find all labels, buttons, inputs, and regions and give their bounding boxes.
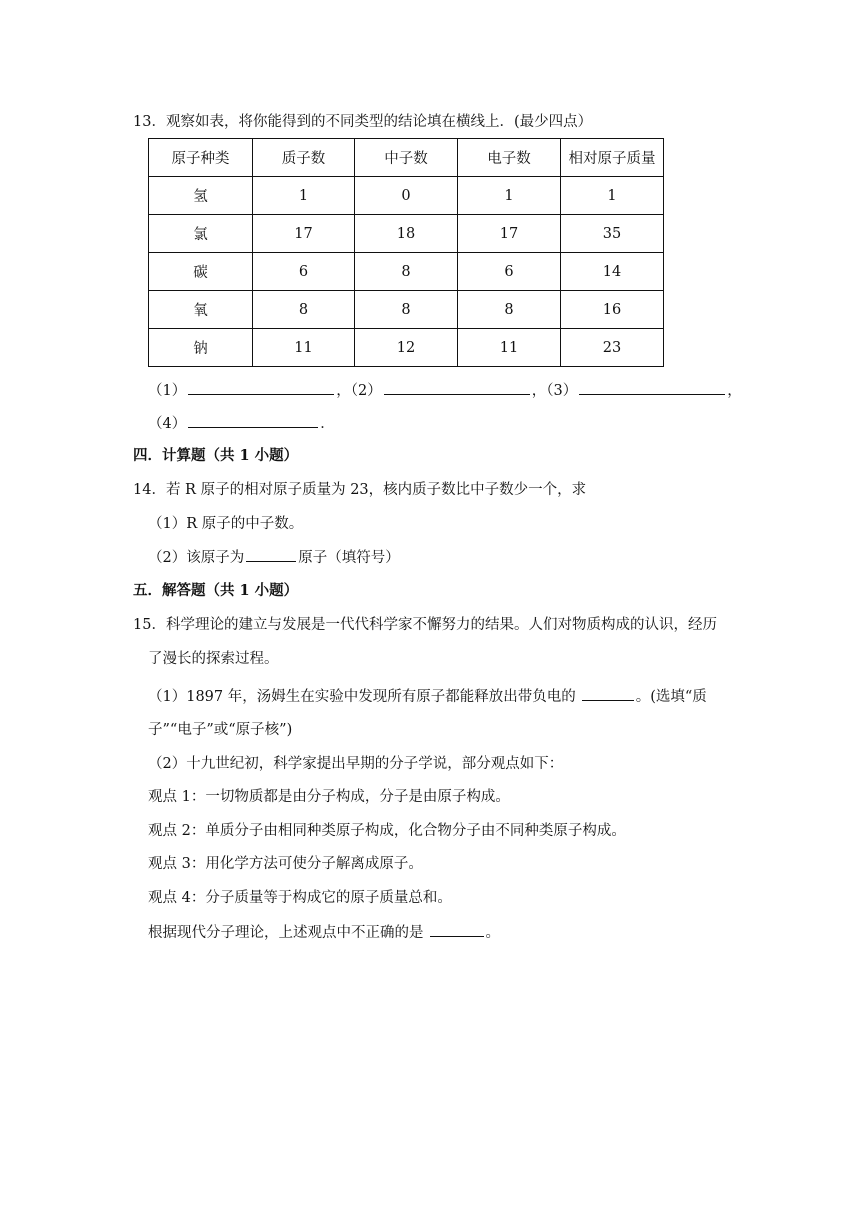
table-cell: 氧 bbox=[149, 291, 253, 329]
section-5-title: 五．解答题（共 1 小题） bbox=[133, 582, 299, 599]
q15-part-1-text-b: 。(选填“质 bbox=[635, 689, 707, 705]
table-cell: 1 bbox=[253, 177, 355, 215]
table-cell: 氯 bbox=[149, 215, 253, 253]
blank-label-4: （4） bbox=[148, 416, 187, 432]
answer-blank-2[interactable] bbox=[384, 380, 530, 395]
q15-final-text-b: 。 bbox=[485, 925, 500, 941]
viewpoint-2: 观点 2：单质分子由相同种类原子构成，化合物分子由不同种类原子构成。 bbox=[148, 823, 626, 839]
table-cell: 1 bbox=[561, 177, 664, 215]
table-cell: 12 bbox=[355, 329, 458, 367]
table-cell: 8 bbox=[253, 291, 355, 329]
table-row bbox=[149, 253, 664, 291]
q15-stem-line-1: 15．科学理论的建立与发展是一代代科学家不懈努力的结果。人们对物质构成的认识，经历 bbox=[133, 617, 717, 633]
viewpoint-3: 观点 3：用化学方法可使分子解离成原子。 bbox=[148, 856, 423, 872]
viewpoint-1: 观点 1：一切物质都是由分子构成，分子是由原子构成。 bbox=[148, 789, 510, 805]
section-4-title: 四．计算题（共 1 小题） bbox=[133, 447, 299, 464]
blank-label-3: ，（3） bbox=[531, 383, 578, 399]
table-cell: 0 bbox=[355, 177, 458, 215]
q14-part-2-text-a: （2）该原子为 bbox=[148, 550, 245, 566]
atom-table bbox=[148, 138, 664, 367]
q13-answer-line-1 bbox=[148, 380, 742, 401]
table-cell: 钠 bbox=[149, 329, 253, 367]
table-cell: 11 bbox=[253, 329, 355, 367]
blank-end-4: ． bbox=[320, 416, 335, 432]
table-row bbox=[149, 291, 664, 329]
table-cell: 17 bbox=[253, 215, 355, 253]
table-cell: 氢 bbox=[149, 177, 253, 215]
answer-blank-3[interactable] bbox=[579, 380, 725, 395]
answer-blank-incorrect-view[interactable] bbox=[430, 922, 484, 937]
table-cell: 1 bbox=[458, 177, 561, 215]
table-cell: 11 bbox=[458, 329, 561, 367]
header-cell: 相对原子质量 bbox=[561, 139, 664, 177]
q15-final-text-a: 根据现代分子理论，上述观点中不正确的是 bbox=[148, 925, 424, 941]
viewpoint-4: 观点 4：分子质量等于构成它的原子质量总和。 bbox=[148, 890, 452, 906]
table-cell: 16 bbox=[561, 291, 664, 329]
answer-blank-1[interactable] bbox=[188, 380, 334, 395]
q14-stem: 14．若 R 原子的相对原子质量为 23，核内质子数比中子数少一个，求 bbox=[133, 482, 587, 498]
q15-part-1-text-a: （1）1897 年，汤姆生在实验中发现所有原子都能释放出带负电的 bbox=[148, 689, 576, 705]
table-cell: 8 bbox=[355, 253, 458, 291]
header-cell: 中子数 bbox=[355, 139, 458, 177]
header-cell: 质子数 bbox=[253, 139, 355, 177]
table-cell: 18 bbox=[355, 215, 458, 253]
table-cell: 6 bbox=[458, 253, 561, 291]
q14-part-2-text-b: 原子（填符号） bbox=[298, 550, 400, 566]
q13-answer-line-2 bbox=[148, 413, 335, 434]
q15-part-2: （2）十九世纪初，科学家提出早期的分子学说，部分观点如下： bbox=[148, 756, 564, 772]
q15-final-question bbox=[148, 922, 500, 943]
table-cell: 8 bbox=[355, 291, 458, 329]
q14-part-2 bbox=[148, 547, 400, 568]
answer-blank-particle[interactable] bbox=[582, 686, 634, 701]
table-header-row bbox=[149, 139, 664, 177]
table-row bbox=[149, 177, 664, 215]
q13-stem: 13．观察如表，将你能得到的不同类型的结论填在横线上．(最少四点） bbox=[133, 114, 593, 130]
q15-stem-line-2: 了漫长的探索过程。 bbox=[148, 651, 279, 667]
blank-label-1: （1） bbox=[148, 383, 187, 399]
header-cell: 原子种类 bbox=[149, 139, 253, 177]
header-cell: 电子数 bbox=[458, 139, 561, 177]
table-cell: 35 bbox=[561, 215, 664, 253]
blank-label-2: ，（2） bbox=[336, 383, 382, 399]
table-row bbox=[149, 215, 664, 253]
answer-blank-symbol[interactable] bbox=[246, 547, 296, 562]
blank-end-3: ， bbox=[727, 383, 742, 399]
table-cell: 17 bbox=[458, 215, 561, 253]
table-cell: 14 bbox=[561, 253, 664, 291]
q15-part-1-cont: 子”“电子”或“原子核”) bbox=[148, 722, 293, 738]
table-cell: 6 bbox=[253, 253, 355, 291]
q15-part-1 bbox=[148, 686, 707, 707]
q14-part-1: （1）R 原子的中子数。 bbox=[148, 516, 304, 532]
table-row bbox=[149, 329, 664, 367]
table-cell: 8 bbox=[458, 291, 561, 329]
table-cell: 碳 bbox=[149, 253, 253, 291]
table-cell: 23 bbox=[561, 329, 664, 367]
answer-blank-4[interactable] bbox=[188, 413, 318, 428]
